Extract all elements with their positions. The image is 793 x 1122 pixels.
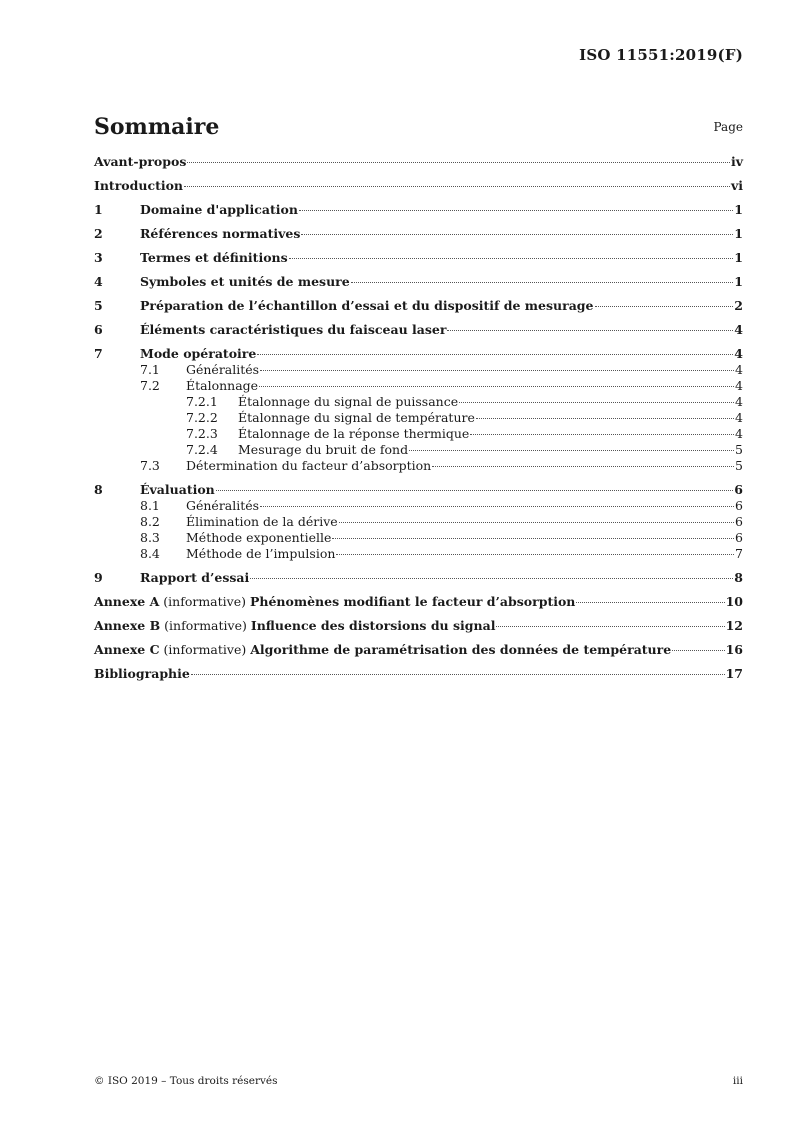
toc-entry-subclause-7-2-2[interactable] (94, 410, 743, 426)
toc-entry-title: Éléments caractéristiques du faisceau laser (140, 322, 447, 337)
dot-leader (339, 522, 734, 523)
toc-entry-page: 1 (734, 250, 743, 265)
toc-entry-number: 7.2 (140, 378, 160, 393)
toc-entry-annex-c[interactable] (94, 642, 743, 658)
toc-entry-page: 6 (735, 514, 743, 529)
toc-entry-clause-5[interactable] (94, 298, 743, 314)
dot-leader (301, 234, 733, 235)
toc-entry-number: 3 (94, 250, 103, 265)
toc-entry-number: 9 (94, 570, 103, 585)
copyright-notice: © ISO 2019 – Tous droits réservés (94, 1075, 278, 1087)
toc-entry-avant-propos[interactable] (94, 154, 743, 170)
annex-status: (informative) (164, 618, 247, 633)
toc-entry-page: 7 (735, 546, 743, 561)
toc-entry-subclause-7-2-3[interactable] (94, 426, 743, 442)
dot-leader (260, 370, 734, 371)
toc-entry-annex-b[interactable] (94, 618, 743, 634)
toc-entry-introduction[interactable] (94, 178, 743, 194)
toc-entry-title: Avant-propos (94, 154, 187, 169)
toc-entry-title: Références normatives (140, 226, 301, 241)
toc-entry-clause-1[interactable] (94, 202, 743, 218)
page-number: iii (732, 1075, 743, 1087)
toc-entry-number: 7.2.4 (186, 442, 218, 457)
page-column-label: Page (713, 120, 743, 134)
dot-leader (216, 490, 734, 491)
toc-entry-subclause-8-3[interactable] (94, 530, 743, 546)
toc-entry-clause-7[interactable] (94, 346, 743, 362)
toc-entry-page: 4 (734, 322, 743, 337)
dot-leader (260, 506, 734, 507)
toc-entry-page: 4 (734, 346, 743, 361)
toc-entry-page: 1 (734, 226, 743, 241)
toc-entry-title: Méthode de l’impulsion (186, 546, 336, 561)
toc-entry-bibliography[interactable] (94, 666, 743, 682)
toc-entry-title: Méthode exponentielle (186, 530, 332, 545)
toc-entry-number: 7.2.2 (186, 410, 218, 425)
dot-leader (351, 282, 734, 283)
toc-entry-clause-2[interactable] (94, 226, 743, 242)
toc-entry-page: 6 (735, 498, 743, 513)
toc-entry-clause-6[interactable] (94, 322, 743, 338)
toc-entry-title: Mode opératoire (140, 346, 257, 361)
toc-entry-page: 17 (725, 666, 743, 681)
toc-entry-subclause-8-1[interactable] (94, 498, 743, 514)
toc-entry-clause-4[interactable] (94, 274, 743, 290)
dot-leader (289, 258, 734, 259)
dot-leader (459, 402, 734, 403)
toc-entry-subclause-7-1[interactable] (94, 362, 743, 378)
dot-leader (672, 650, 724, 651)
toc-entry-number: 5 (94, 298, 103, 313)
toc-entry-page: 2 (734, 298, 743, 313)
table-of-contents (94, 154, 743, 682)
toc-entry-number: 7.2.3 (186, 426, 218, 441)
dot-leader (476, 418, 734, 419)
annex-status: (informative) (163, 594, 246, 609)
dot-leader (184, 186, 730, 187)
dot-leader (257, 354, 733, 355)
dot-leader (470, 434, 734, 435)
toc-entry-number: 7.1 (140, 362, 160, 377)
dot-leader (187, 162, 730, 163)
toc-entry-subclause-7-2[interactable] (94, 378, 743, 394)
dot-leader (409, 450, 734, 451)
toc-entry-number: 2 (94, 226, 103, 241)
annex-title: Phénomènes modifiant le facteur d’absorption (249, 594, 576, 609)
toc-entry-title: Généralités (186, 498, 260, 513)
toc-entry-number: 8.1 (140, 498, 160, 513)
annex-label: Annexe A (94, 594, 160, 609)
dot-leader (336, 554, 734, 555)
toc-entry-subclause-8-2[interactable] (94, 514, 743, 530)
toc-entry-page: 1 (734, 202, 743, 217)
toc-entry-number: 1 (94, 202, 103, 217)
dot-leader (250, 578, 733, 579)
toc-entry-title: Mesurage du bruit de fond (238, 442, 409, 457)
dot-leader (447, 330, 733, 331)
toc-entry-title: Détermination du facteur d’absorption (186, 458, 432, 473)
toc-heading: Sommaire (94, 114, 220, 140)
toc-entry-clause-9[interactable] (94, 570, 743, 586)
toc-entry-title: Bibliographie (94, 666, 190, 681)
toc-entry-subclause-7-2-1[interactable] (94, 394, 743, 410)
toc-entry-page: 4 (735, 410, 743, 425)
dot-leader (299, 210, 733, 211)
toc-entry-page: 16 (725, 642, 743, 657)
toc-entry-number: 8 (94, 482, 103, 497)
toc-entry-title: Élimination de la dérive (186, 514, 338, 529)
dot-leader (332, 538, 734, 539)
toc-entry-number: 7.2.1 (186, 394, 218, 409)
toc-entry-page: vi (730, 178, 743, 193)
annex-title: Algorithme de paramétrisation des données de température (250, 642, 672, 657)
toc-entry-title: Étalonnage (186, 378, 259, 393)
toc-entry-title: Étalonnage de la réponse thermique (238, 426, 470, 441)
toc-entry-number: 7.3 (140, 458, 160, 473)
toc-entry-page: 4 (735, 394, 743, 409)
dot-leader (595, 306, 734, 307)
toc-entry-number: 8.3 (140, 530, 160, 545)
toc-entry-page: iv (730, 154, 743, 169)
toc-entry-title: Généralités (186, 362, 260, 377)
toc-entry-page: 5 (735, 442, 743, 457)
annex-label: Annexe B (94, 618, 161, 633)
annex-title: Influence des distorsions du signal (250, 618, 496, 633)
toc-entry-title: Domaine d'application (140, 202, 298, 217)
annex-label: Annexe C (94, 642, 160, 657)
toc-entry-clause-8[interactable] (94, 482, 743, 498)
toc-entry-page: 8 (734, 570, 743, 585)
toc-entry-clause-3[interactable] (94, 250, 743, 266)
toc-entry-number: 6 (94, 322, 103, 337)
toc-entry-title: Préparation de l’échantillon d’essai et du dispositif de mesurage (140, 298, 594, 313)
dot-leader (496, 626, 724, 627)
toc-entry-title: Étalonnage du signal de température (238, 410, 475, 425)
toc-entry-page: 6 (734, 482, 743, 497)
dot-leader (576, 602, 724, 603)
toc-entry-title: Rapport d’essai (140, 570, 250, 585)
toc-entry-page: 4 (735, 378, 743, 393)
toc-entry-number: 7 (94, 346, 103, 361)
toc-entry-page: 4 (735, 426, 743, 441)
toc-entry-page: 5 (735, 458, 743, 473)
toc-entry-subclause-8-4[interactable] (94, 546, 743, 562)
annex-status: (informative) (163, 642, 247, 657)
toc-entry-number: 8.2 (140, 514, 160, 529)
toc-entry-page: 12 (725, 618, 743, 633)
toc-entry-title: Étalonnage du signal de puissance (238, 394, 459, 409)
document-id: ISO 11551:2019(F) (579, 46, 743, 64)
toc-entry-subclause-7-3[interactable] (94, 458, 743, 474)
toc-entry-title: Introduction (94, 178, 184, 193)
toc-entry-page: 6 (735, 530, 743, 545)
toc-entry-number: 8.4 (140, 546, 160, 561)
toc-entry-page: 4 (735, 362, 743, 377)
toc-entry-page: 10 (725, 594, 743, 609)
dot-leader (432, 466, 734, 467)
toc-entry-title: Termes et définitions (140, 250, 288, 265)
dot-leader (191, 674, 725, 675)
toc-entry-page: 1 (734, 274, 743, 289)
toc-entry-subclause-7-2-4[interactable] (94, 442, 743, 458)
toc-entry-annex-a[interactable] (94, 594, 743, 610)
toc-entry-title: Évaluation (140, 482, 215, 497)
toc-entry-title: Symboles et unités de mesure (140, 274, 350, 289)
toc-entry-number: 4 (94, 274, 103, 289)
dot-leader (259, 386, 734, 387)
